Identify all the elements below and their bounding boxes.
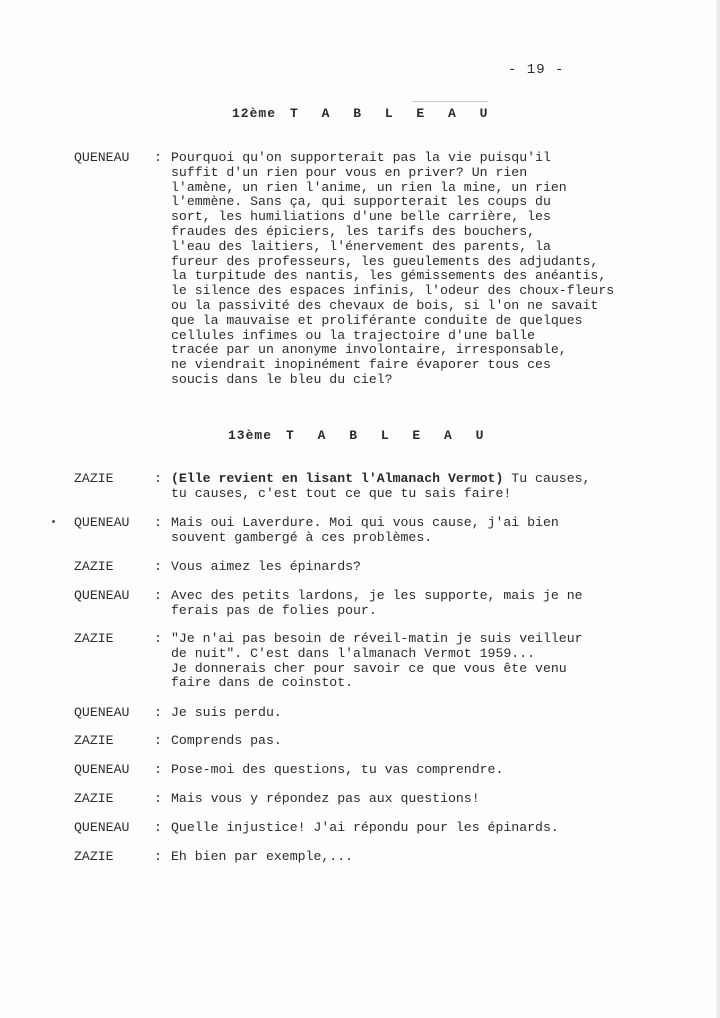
speech-text — [171, 821, 671, 836]
speech-text — [171, 151, 671, 388]
tableau-13-word: T A B L E A U — [286, 428, 492, 443]
speech-line: sort, les humiliations d'une belle carrière, les — [171, 209, 551, 225]
speaker-separator: : — [154, 588, 162, 603]
speaker-separator: : — [154, 150, 162, 165]
speech-text — [171, 850, 671, 865]
speech-line: Avec des petits lardons, je les supporte, mais je ne — [171, 588, 583, 603]
speech-line: ne viendrait inopinément faire évaporer tous ces — [171, 357, 551, 373]
speech-line: cellules infimes ou la trajectoire d'une balle — [171, 327, 536, 343]
speech-line: tu causes, c'est tout ce que tu sais faire! — [171, 485, 512, 501]
speaker-name: ZAZIE — [74, 631, 114, 646]
speech-line: soucis dans le bleu du ciel? — [171, 371, 393, 387]
speech-line: le silence des espaces infinis, l'odeur des choux-fleurs — [171, 283, 615, 299]
speaker-separator: : — [154, 849, 162, 864]
page-edge-shadow — [716, 0, 720, 1018]
speaker-separator: : — [154, 820, 162, 835]
tableau-12-word: T A B L E A U — [290, 106, 496, 121]
speech-text — [171, 734, 671, 749]
speech-line: ou la passivité des chevaux de bois, si l'on ne savait — [171, 297, 599, 313]
speech-line-rest: Tu causes, — [503, 471, 591, 486]
speech-text — [171, 763, 671, 778]
speech-line: Quelle injustice! J'ai répondu pour les épinards. — [171, 820, 559, 835]
speaker-name: QUENEAU — [74, 762, 130, 777]
speech-text — [171, 472, 671, 502]
speech-line: Je donnerais cher pour savoir ce que vous ête venu — [171, 660, 567, 676]
speech-line: la turpitude des nantis, les gémissements des anéantis, — [171, 268, 607, 284]
speaker-separator: : — [154, 559, 162, 574]
speaker-name: QUENEAU — [74, 150, 130, 165]
speech-line: souvent gambergé à ces problèmes. — [171, 529, 433, 545]
speech-line: suffit d'un rien pour vous en priver? Un rien — [171, 164, 528, 180]
speaker-name: ZAZIE — [74, 559, 114, 574]
speaker-name: ZAZIE — [74, 471, 114, 486]
speech-line: faire dans de coinstot. — [171, 675, 354, 691]
speech-line: ferais pas de folies pour. — [171, 602, 377, 618]
speech-text — [171, 589, 671, 619]
speech-line: l'amène, un rien l'anime, un rien la mine, un rien — [171, 179, 567, 195]
tableau-12-heading — [232, 106, 495, 121]
speaker-separator: : — [154, 762, 162, 777]
speech-line: Pourquoi qu'on supporterait pas la vie puisqu'il — [171, 150, 551, 165]
speaker-name: ZAZIE — [74, 791, 114, 806]
speaker-separator: : — [154, 705, 162, 720]
page-number: - 19 - — [508, 62, 565, 78]
speech-line: Mais oui Laverdure. Moi qui vous cause, j'ai bien — [171, 515, 559, 530]
speaker-separator: : — [154, 733, 162, 748]
speaker-separator: : — [154, 631, 162, 646]
speaker-name: QUENEAU — [74, 705, 130, 720]
speech-line: fraudes des épiciers, les tarifs des bouchers, — [171, 223, 536, 239]
speech-line: que la mauvaise et proliférante conduite de quelques — [171, 312, 583, 328]
speaker-separator: : — [154, 791, 162, 806]
speech-line: Eh bien par exemple,... — [171, 849, 354, 864]
speech-line: de nuit". C'est dans l'almanach Vermot 1959... — [171, 645, 536, 661]
tableau-13-heading — [228, 428, 491, 443]
speech-line: Pose-moi des questions, tu vas comprendre. — [171, 762, 504, 777]
tableau-13-number: 13ème — [228, 428, 273, 443]
speaker-name: ZAZIE — [74, 733, 114, 748]
pencil-mark — [412, 101, 488, 102]
speech-line: fureur des professeurs, les gueulements des adjudants, — [171, 253, 599, 269]
speech-line: l'eau des laitiers, l'énervement des parents, la — [171, 238, 551, 254]
speech-line: Comprends pas. — [171, 733, 282, 748]
speech-line — [171, 472, 671, 487]
speaker-separator: : — [154, 515, 162, 530]
speaker-name: QUENEAU — [74, 515, 130, 530]
speaker-name: QUENEAU — [74, 588, 130, 603]
speech-text — [171, 560, 671, 575]
speech-line: Vous aimez les épinards? — [171, 559, 361, 574]
speech-text — [171, 792, 671, 807]
speech-line: Je suis perdu. — [171, 705, 282, 720]
speech-line: "Je n'ai pas besoin de réveil-matin je suis veilleur — [171, 631, 583, 646]
stray-ink-dot — [52, 520, 55, 523]
speaker-separator: : — [154, 471, 162, 486]
speech-text — [171, 632, 671, 691]
speech-line: l'emmène. Sans ça, qui supporterait les coups du — [171, 194, 551, 210]
speech-text — [171, 706, 671, 721]
speech-line: tracée par un anonyme involontaire, irresponsable, — [171, 342, 567, 358]
tableau-12-number: 12ème — [232, 106, 277, 121]
stage-direction: (Elle revient en lisant l'Almanach Vermot) — [171, 471, 504, 486]
speech-line: Mais vous y répondez pas aux questions! — [171, 791, 480, 806]
speech-text — [171, 516, 671, 546]
speaker-name: QUENEAU — [74, 820, 130, 835]
speaker-name: ZAZIE — [74, 849, 114, 864]
